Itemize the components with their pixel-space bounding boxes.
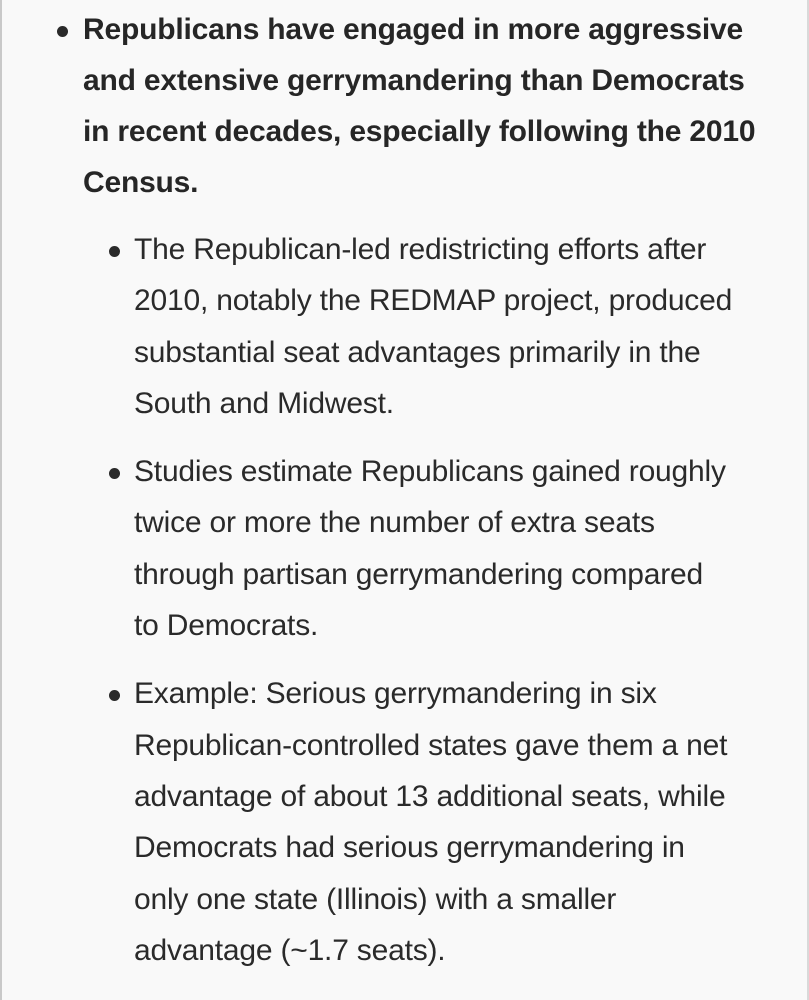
text-line: Republicans have engaged in more aggressive	[83, 13, 743, 46]
text-line: twice or more the number of extra seats	[134, 506, 655, 540]
text-line: Census.	[83, 166, 199, 199]
bullet-dot-icon	[57, 26, 68, 37]
main-bullet-text	[83, 4, 789, 208]
bullet-dot-icon	[109, 690, 120, 701]
text-line: South and Midwest.	[134, 386, 394, 420]
sub-bullet-item-example	[83, 668, 789, 976]
sub-bullet-list	[83, 224, 789, 976]
text-line: in recent decades, especially following the 2010	[83, 115, 756, 148]
sub-bullet-item-studies	[83, 446, 789, 651]
bullet-dot-icon	[109, 468, 120, 479]
text-line: only one state (Illinois) with a smaller	[134, 882, 617, 916]
text-line: Democrats had serious gerrymandering in	[134, 831, 685, 865]
text-line: to Democrats.	[134, 609, 319, 643]
text-line: 2010, notably the REDMAP project, produced	[134, 284, 733, 318]
bullet-dot-icon	[109, 246, 120, 257]
text-line: The Republican-led redistricting efforts after	[134, 233, 707, 266]
text-line: Republican-controlled states gave them a net	[134, 728, 728, 762]
sub-bullet-text	[134, 668, 779, 976]
text-line: through partisan gerrymandering compared	[134, 557, 703, 591]
main-bullet-item	[0, 4, 809, 976]
sub-bullet-item-redmap	[83, 224, 789, 429]
bullet-list	[0, 4, 809, 976]
text-line: and extensive gerrymandering than Democrats	[83, 64, 745, 97]
text-line: substantial seat advantages primarily in the	[134, 335, 701, 369]
text-line: Studies estimate Republicans gained roughly	[134, 455, 726, 489]
text-line: Example: Serious gerrymandering in six	[134, 677, 657, 711]
document-content	[0, 4, 809, 993]
text-line: advantage of about 13 additional seats, while	[134, 779, 726, 813]
text-line: advantage (~1.7 seats).	[134, 933, 446, 967]
sub-bullet-text	[134, 446, 779, 651]
sub-bullet-text	[134, 224, 779, 429]
